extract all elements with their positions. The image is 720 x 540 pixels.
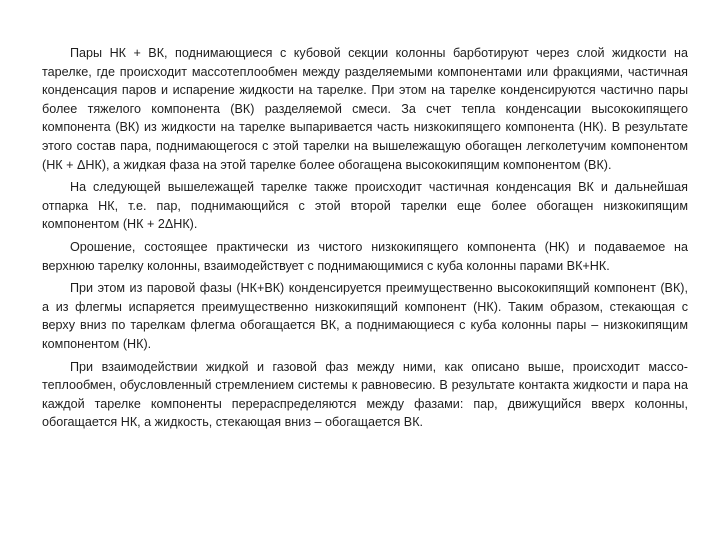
paragraph-next-tray: На следующей вышележащей тарелке также происходит частичная конденсация ВК и дальнейшая отпарка НК, т.е. пар, поднимающийся с этой второй тарелки еще более обогащен низкокипящим компонентом (НК + 2ΔНК). bbox=[42, 180, 688, 232]
paragraph-condensation: При этом из паровой фазы (НК+ВК) конденсируется преимущественно высококипящий компонент (ВК), а из флегмы испаряется преимущественно низкокипящий компонент (НК). Таким образом, стекающая с верху вниз по тарелкам флегма обогащается ВК, а поднимающиеся с куба колонны пары – низкокипящим компонентом (НК). bbox=[42, 281, 688, 351]
paragraph-equilibrium: При взаимодействии жидкой и газовой фаз между ними, как описано выше, происходит массо-теплообмен, обусловленный стремлением системы к равновесию. В результате контакта жидкости и пара на каждой тарелке компоненты перераспределяются между фазами: пар, движущийся вверх колонны, обогащается НК, а жидкость, стекающая вниз – обогащается ВК. bbox=[42, 359, 688, 430]
paragraph-vapor-bubbling: Пары НК + ВК, поднимающиеся с кубовой секции колонны барботируют через слой жидкости на тарелке, где происходит массотеплообмен между разделяемыми компонентами или фракциями, частичная конденсация паров и испарение жидкости на тарелке. При этом на тарелке конденсируются частично пары более тяжелого компонента (ВК) разделяемой смеси. За счет тепла конденсации высококипящего компонента (ВК) из жидкости на тарелке выпаривается часть низкокипящего компонента (НК). В результате этого состав пара, поднимающегося с этой тарелки на вышележащую обогащен легколетучим компонентом (НК + ΔНК), а жидкая фаза на этой тарелке более обогащена высококипящим компонентом (ВК). bbox=[42, 46, 688, 172]
document-body bbox=[42, 44, 688, 436]
paragraph-reflux: Орошение, состоящее практически из чистого низкокипящего компонента (НК) и подаваемое на верхнюю тарелку колонны, взаимодействует с поднимающимися с куба колонны парами ВК+НК. bbox=[42, 239, 688, 273]
